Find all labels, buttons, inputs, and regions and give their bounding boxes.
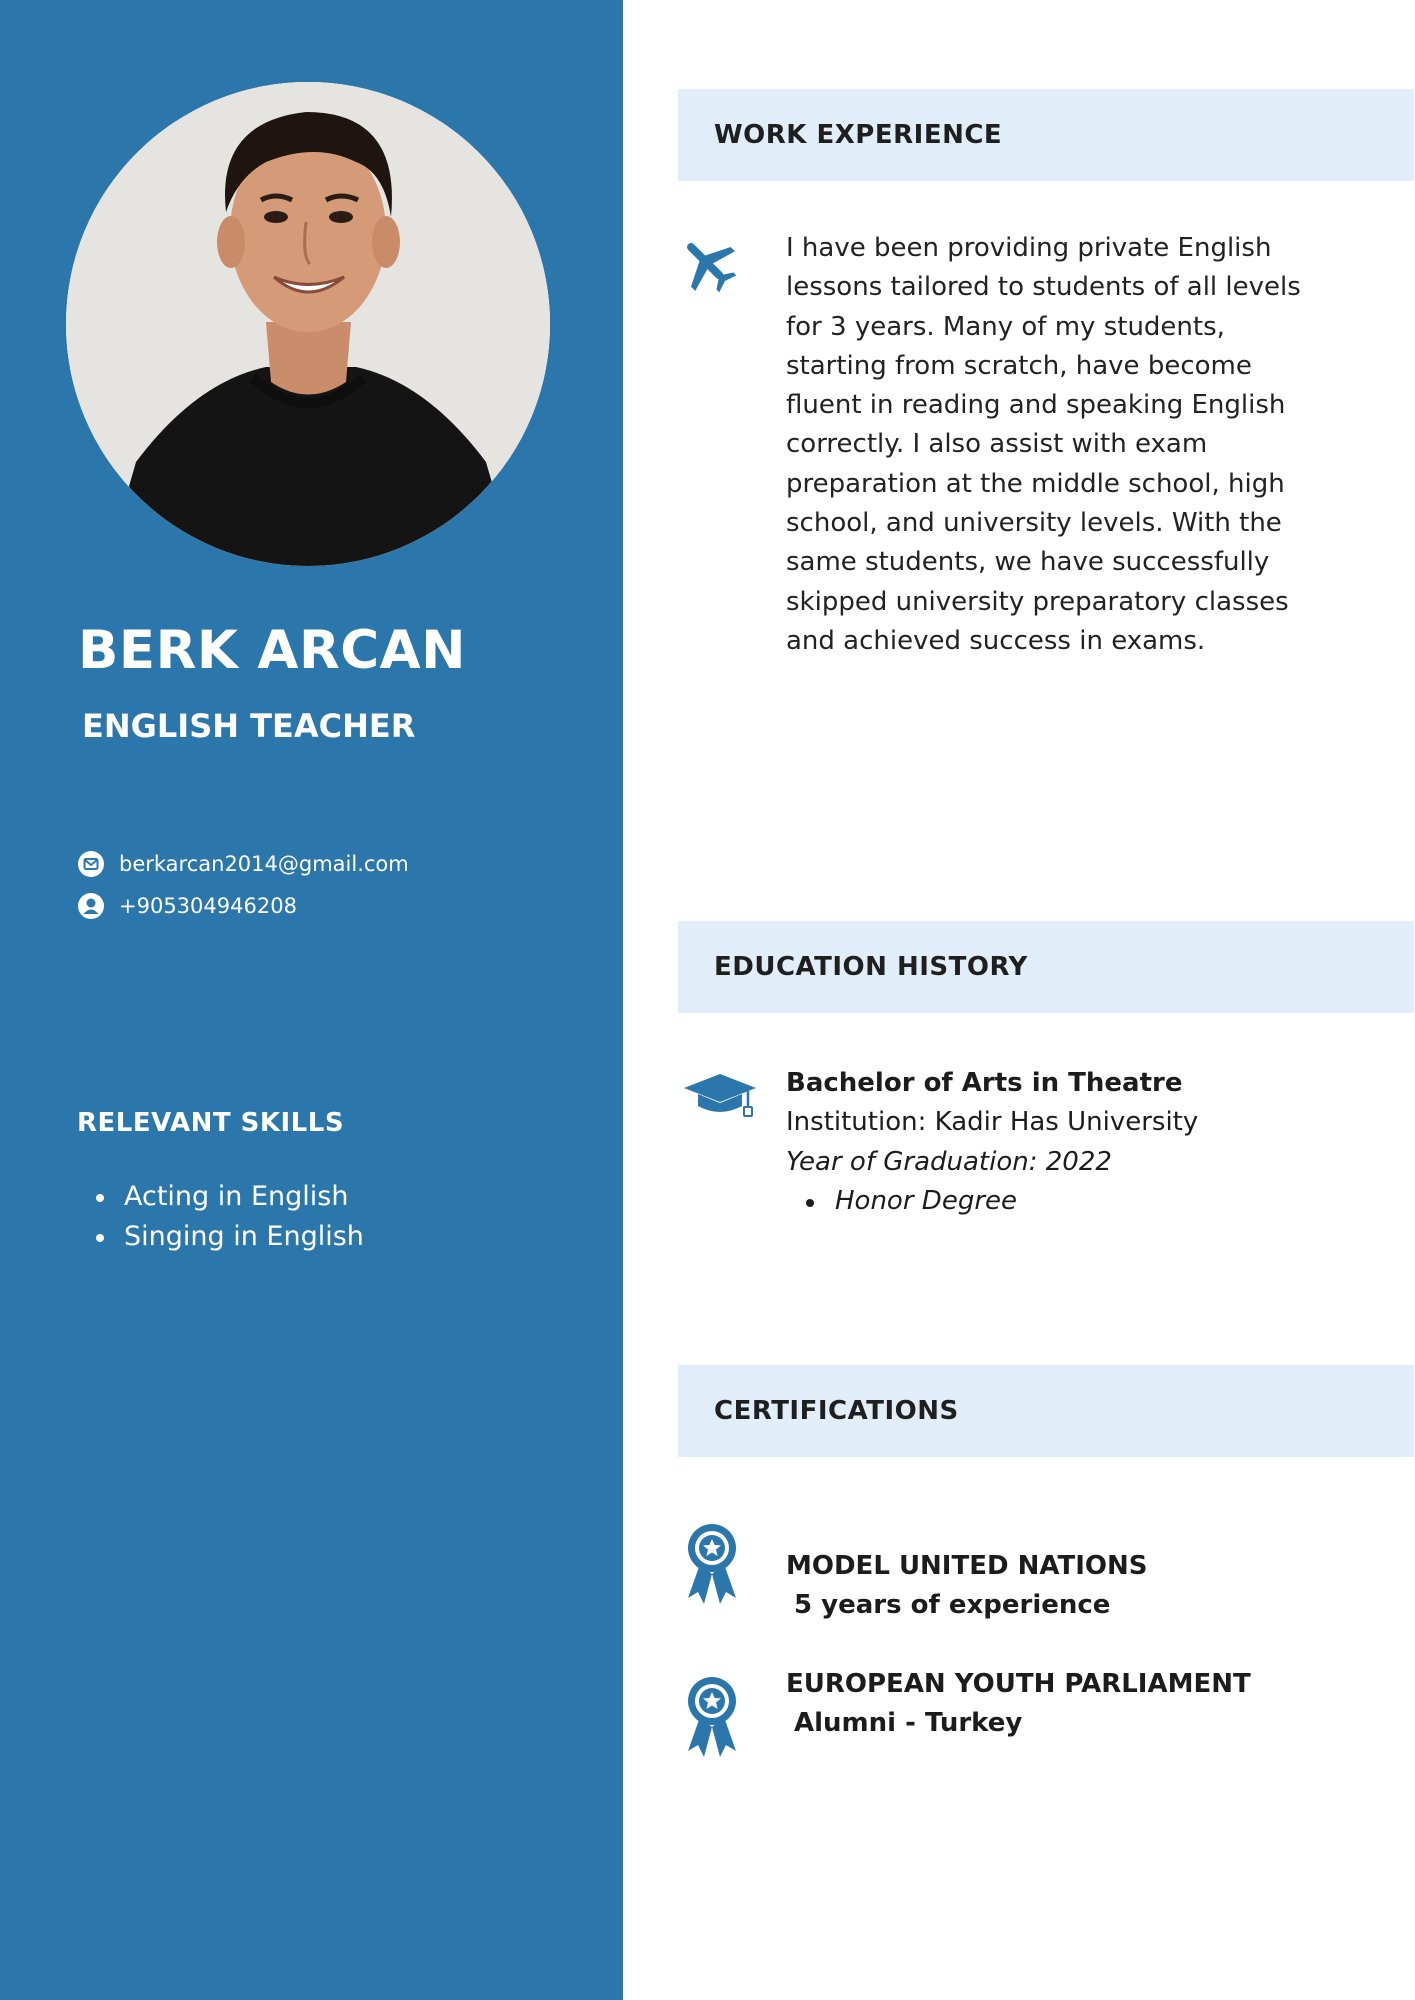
graduation-cap-icon xyxy=(682,1072,758,1124)
certification-detail: 5 years of experience xyxy=(794,1590,1111,1621)
certification-detail: Alumni - Turkey xyxy=(794,1708,1023,1739)
certifications-title: CERTIFICATIONS xyxy=(714,1396,959,1426)
institution: Institution: Kadir Has University xyxy=(786,1107,1199,1138)
contact-phone[interactable] xyxy=(77,892,297,920)
skills-title: RELEVANT SKILLS xyxy=(77,1108,345,1138)
profile-photo xyxy=(66,82,550,566)
contact-email[interactable] xyxy=(77,850,409,878)
honors-list xyxy=(786,1182,1198,1221)
work-description: I have been providing private English lessons tailored to students of all levels for 3 years. Many of my students, starting from scratch, have become fluent in reading and speaking English correctly. I also assist with exam preparation at the middle school, high school, and university levels. With the same students, we have successfully skipped university preparatory classes and achieved success in exams. xyxy=(786,233,1301,656)
email-text: berkarcan2014@gmail.com xyxy=(119,852,409,876)
award-ribbon-icon xyxy=(682,1520,742,1612)
job-title: ENGLISH TEACHER xyxy=(82,707,416,745)
work-experience-header xyxy=(678,89,1414,181)
sidebar xyxy=(0,0,623,2000)
education-entry xyxy=(786,1064,1198,1221)
mail-icon xyxy=(77,850,105,878)
person-name: BERK ARCAN xyxy=(78,620,467,681)
certification-name: MODEL UNITED NATIONS xyxy=(786,1551,1148,1581)
graduation-year: Year of Graduation: 2022 xyxy=(786,1146,1112,1177)
degree-title: Bachelor of Arts in Theatre xyxy=(786,1068,1183,1098)
education-header xyxy=(678,921,1414,1013)
education-title: EDUCATION HISTORY xyxy=(714,952,1028,982)
certification-name: EUROPEAN YOUTH PARLIAMENT xyxy=(786,1669,1251,1699)
certification-item xyxy=(786,1665,1251,1744)
certifications-header xyxy=(678,1365,1414,1457)
award-ribbon-icon xyxy=(682,1673,742,1765)
skills-list xyxy=(124,1177,364,1257)
airplane-icon xyxy=(676,232,740,300)
work-experience-title: WORK EXPERIENCE xyxy=(714,120,1003,150)
skill-item: Acting in English xyxy=(124,1177,364,1217)
skill-item: Singing in English xyxy=(124,1217,364,1257)
phone-text: +905304946208 xyxy=(119,894,297,918)
user-icon xyxy=(77,892,105,920)
honor-item: Honor Degree xyxy=(786,1182,1198,1221)
certification-item xyxy=(786,1547,1147,1626)
